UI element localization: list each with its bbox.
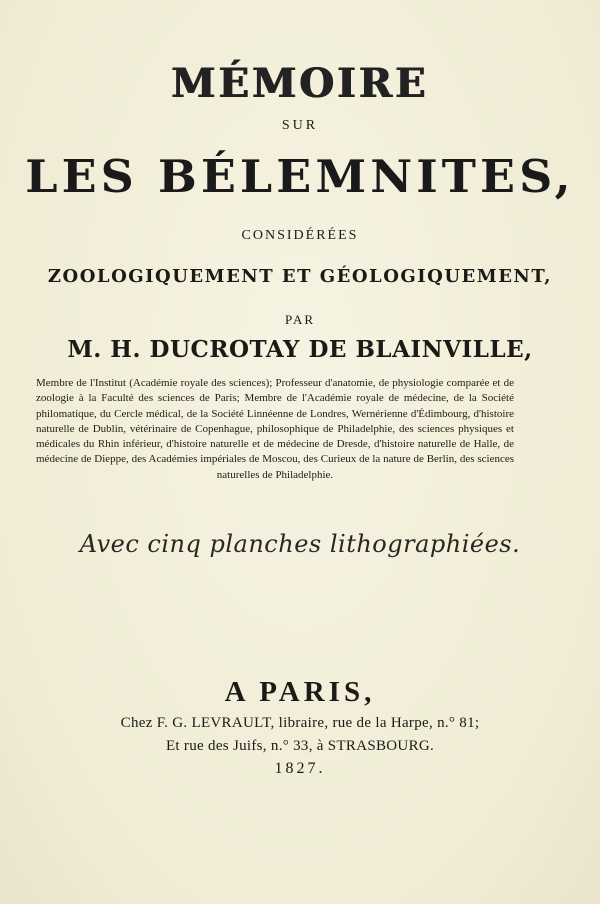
plates-note: Avec cinq planches lithographiées.	[79, 530, 521, 558]
main-title: MÉMOIRE	[171, 60, 429, 107]
author-name: M. H. DUCROTAY DE BLAINVILLE,	[67, 336, 533, 363]
subject-title: LES BÉLEMNITES,	[25, 150, 575, 203]
imprint-publisher: Chez F. G. LEVRAULT, libraire, rue de la Harpe, n.° 81;	[120, 715, 480, 731]
considered-line: CONSIDÉRÉES	[241, 228, 359, 243]
title-connector: SUR	[281, 118, 319, 133]
by-line: PAR	[284, 312, 316, 327]
manner-line: ZOOLOGIQUEMENT ET GÉOLOGIQUEMENT,	[47, 266, 553, 287]
imprint-second-address: Et rue des Juifs, n.° 33, à STRASBOURG.	[165, 738, 435, 754]
author-affiliations: Membre de l'Institut (Académie royale des sciences); Professeur d'anatomie, de physiologie comparée et de zoologie à la Faculté des sciences de Paris; Membre de l'Académie royale de médecine, de la Société philomatique, du Cercle médical, de la Société Linnéenne de Londres, Wernérienne d'Édimbourg, d'histoire naturelle de Dublin, vétérinaire de Copenhague, philosophique de Philadelphie, des sciences physiques et médicales du Rhin inférieur, d'histoire naturelle et de médecine de Dresde, d'histoire naturelle de Halle, de médecine de Dieppe, des Académies impériales de Moscou, des Curieux de la nature de Berlin, des sciences naturelles de Philadelphie.	[36, 377, 514, 481]
imprint-city: A PARIS,	[224, 676, 376, 708]
imprint-year: 1827.	[274, 760, 326, 777]
